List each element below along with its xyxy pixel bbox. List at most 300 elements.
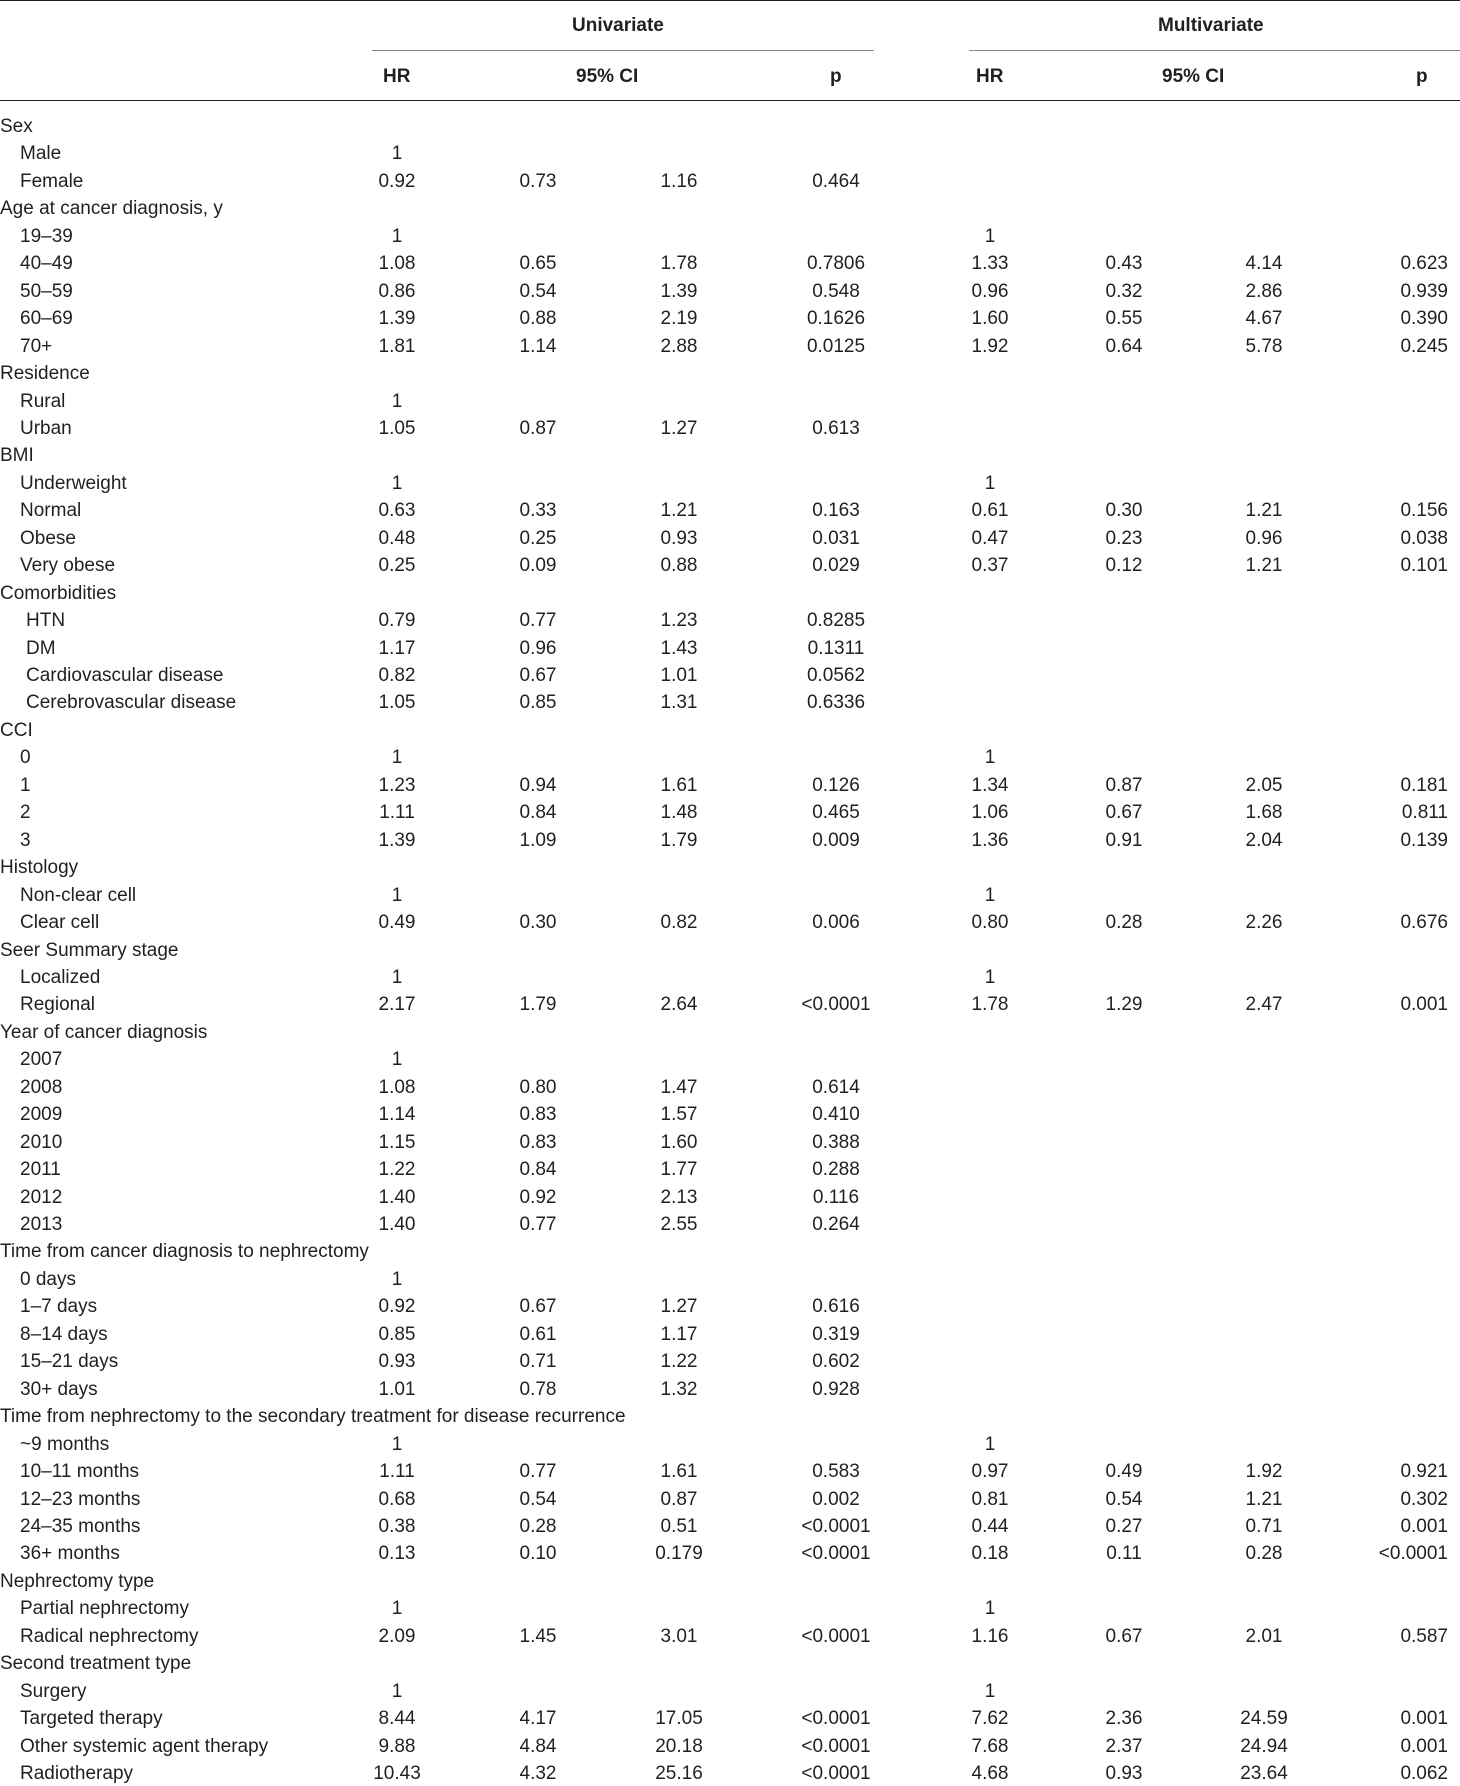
cell-multi-ci-low: 0.64 [1105, 335, 1143, 357]
row-label: Non-clear cell [20, 884, 137, 906]
row-label: Underweight [20, 472, 127, 494]
cell-multi-ci-low: 1.29 [1105, 994, 1143, 1016]
cell-uni-ci-high: 1.17 [660, 1323, 698, 1345]
cell-uni-ci-low: 1.45 [519, 1625, 557, 1647]
cell-uni-hr: 0.38 [378, 1515, 416, 1537]
cell-uni-p: 0.602 [812, 1351, 860, 1373]
cell-uni-p: <0.0001 [801, 1515, 871, 1537]
cell-uni-ci-high: 1.27 [660, 417, 698, 439]
header-bottom-rule [0, 100, 1460, 101]
cell-uni-ci-high: 1.32 [660, 1378, 698, 1400]
cell-multi-ci-high: 2.26 [1245, 912, 1283, 934]
cell-uni-ci-low: 0.10 [519, 1543, 557, 1565]
cell-multi-hr: 1.33 [971, 253, 1009, 275]
cell-uni-p: 0.0125 [806, 335, 866, 357]
row-label: 8–14 days [20, 1323, 108, 1345]
cell-uni-hr: 0.63 [378, 500, 416, 522]
cell-multi-p: 0.001 [1400, 1515, 1448, 1537]
cell-uni-ci-high: 1.48 [660, 802, 698, 824]
cell-uni-ci-low: 0.33 [519, 500, 557, 522]
cell-multi-p: 0.676 [1400, 912, 1448, 934]
row-label: HTN [26, 610, 66, 632]
cell-multi-p: 0.001 [1400, 1735, 1448, 1757]
cell-multi-hr: 0.18 [971, 1543, 1009, 1565]
cell-uni-p: 0.583 [812, 1461, 860, 1483]
cell-uni-p: <0.0001 [801, 1763, 871, 1784]
cell-uni-ci-high: 1.23 [660, 610, 698, 632]
cell-multi-p: 0.062 [1400, 1763, 1448, 1784]
cell-multi-ci-high: 5.78 [1245, 335, 1283, 357]
cell-uni-ci-high: 2.64 [660, 994, 698, 1016]
cell-uni-ci-high: 0.87 [660, 1488, 698, 1510]
cell-uni-p: <0.0001 [801, 1708, 871, 1730]
cell-uni-ci-low: 0.84 [519, 802, 557, 824]
cell-uni-hr: 1.39 [378, 308, 416, 330]
cell-multi-hr: 1.06 [971, 802, 1009, 824]
cell-multi-ci-low: 0.30 [1105, 500, 1143, 522]
row-label: Normal [20, 500, 82, 522]
cell-multi-ci-low: 0.32 [1105, 280, 1143, 302]
cell-multi-ci-high: 4.67 [1245, 308, 1283, 330]
cell-uni-ci-high: 2.88 [660, 335, 698, 357]
cell-multi-ci-high: 2.47 [1245, 994, 1283, 1016]
cell-multi-ci-high: 2.86 [1245, 280, 1283, 302]
cell-multi-hr: 0.97 [971, 1461, 1009, 1483]
cell-uni-ci-low: 0.94 [519, 774, 557, 796]
cell-uni-hr: 0.93 [378, 1351, 416, 1373]
cell-uni-p: 0.1626 [806, 308, 866, 330]
row-label: Clear cell [20, 912, 100, 934]
cell-uni-p: 0.006 [812, 912, 860, 934]
cell-uni-ci-low: 0.88 [519, 308, 557, 330]
cell-uni-hr: 1 [391, 884, 403, 906]
cell-multi-hr: 1 [984, 966, 996, 988]
row-label: 0 [20, 747, 31, 769]
cell-uni-hr: 0.13 [378, 1543, 416, 1565]
cell-uni-hr: 1.01 [378, 1378, 416, 1400]
multivariate-underline [969, 50, 1460, 51]
header-multivariate: Multivariate [1158, 15, 1264, 36]
cell-uni-hr: 0.68 [378, 1488, 416, 1510]
cell-uni-p: 0.1311 [807, 637, 865, 659]
row-label: Radical nephrectomy [20, 1625, 199, 1647]
header-univariate: Univariate [572, 15, 664, 36]
header-multi-hr: HR [976, 66, 1004, 87]
cell-uni-hr: 1 [391, 225, 403, 247]
row-group-label: Seer Summary stage [0, 939, 179, 961]
cell-uni-ci-high: 1.01 [660, 665, 698, 686]
cell-multi-p: 0.139 [1400, 829, 1448, 851]
cell-multi-hr: 1.60 [971, 308, 1009, 330]
cell-uni-hr: 1.05 [378, 692, 416, 714]
cell-multi-p: 0.921 [1400, 1461, 1448, 1483]
cell-multi-p: 0.587 [1400, 1625, 1448, 1647]
cell-uni-hr: 8.44 [378, 1708, 416, 1730]
cell-uni-ci-high: 1.61 [660, 1461, 698, 1483]
cell-uni-ci-high: 2.55 [660, 1214, 698, 1235]
cell-uni-hr: 0.82 [378, 665, 416, 686]
header-uni-p: p [830, 66, 842, 87]
cell-uni-ci-high: 1.21 [660, 500, 698, 522]
cell-multi-ci-low: 0.91 [1105, 829, 1143, 851]
cell-uni-ci-low: 1.79 [519, 994, 557, 1016]
cell-multi-ci-low: 2.37 [1105, 1735, 1143, 1757]
cell-uni-ci-low: 0.67 [519, 665, 557, 686]
row-label: 70+ [20, 335, 53, 357]
row-label: Male [20, 143, 62, 165]
cell-uni-ci-low: 0.83 [519, 1131, 557, 1153]
cell-multi-ci-low: 0.67 [1105, 1625, 1143, 1647]
cell-uni-ci-low: 0.77 [519, 610, 557, 632]
cell-uni-ci-low: 0.73 [519, 170, 557, 192]
row-group-label: Nephrectomy type [0, 1570, 155, 1592]
cell-uni-p: 0.614 [812, 1076, 860, 1098]
cell-uni-p: 0.319 [812, 1323, 860, 1345]
header-multi-p: p [1416, 66, 1428, 87]
cell-uni-ci-high: 1.77 [660, 1159, 698, 1181]
row-group-label: Time from nephrectomy to the secondary treatment for disease recurrence [0, 1406, 626, 1428]
cell-uni-p: 0.465 [812, 802, 860, 824]
cell-uni-ci-high: 2.19 [660, 308, 698, 330]
cell-uni-hr: 0.48 [378, 527, 416, 549]
cell-uni-ci-low: 0.92 [519, 1186, 557, 1208]
cell-uni-ci-low: 4.32 [519, 1763, 557, 1784]
cell-multi-p: 0.302 [1400, 1488, 1448, 1510]
cell-multi-ci-high: 1.68 [1245, 802, 1283, 824]
cell-multi-ci-high: 1.21 [1245, 500, 1283, 522]
cell-multi-p: 0.623 [1400, 253, 1448, 275]
cell-uni-ci-low: 0.25 [519, 527, 557, 549]
cell-uni-p: <0.0001 [801, 1735, 871, 1757]
cell-multi-ci-high: 0.28 [1245, 1543, 1283, 1565]
cell-multi-p: 0.811 [1401, 802, 1448, 824]
cell-uni-p: 0.548 [812, 280, 860, 302]
cell-uni-ci-high: 25.16 [655, 1763, 703, 1784]
row-label: DM [26, 637, 56, 659]
row-label: Surgery [20, 1680, 87, 1702]
cell-uni-hr: 1.05 [378, 417, 416, 439]
cell-uni-p: 0.8285 [806, 610, 866, 632]
cell-uni-p: 0.264 [812, 1214, 860, 1235]
cell-uni-hr: 1.40 [378, 1186, 416, 1208]
row-label: Localized [20, 966, 101, 988]
cell-multi-p: 0.001 [1400, 1708, 1448, 1730]
cell-uni-hr: 9.88 [378, 1735, 416, 1757]
cell-uni-p: <0.0001 [801, 994, 871, 1016]
row-group-label: Year of cancer diagnosis [0, 1021, 208, 1043]
cell-uni-hr: 0.25 [378, 555, 416, 577]
row-label: Female [20, 170, 84, 192]
cell-uni-p: 0.410 [812, 1104, 860, 1126]
cell-multi-hr: 7.62 [971, 1708, 1009, 1730]
row-label: 60–69 [20, 308, 73, 330]
header-multi-ci: 95% CI [1162, 66, 1225, 87]
row-group-label: BMI [0, 445, 34, 467]
header-uni-ci: 95% CI [576, 66, 639, 87]
row-label: 10–11 months [20, 1461, 140, 1483]
cell-uni-p: 0.464 [812, 170, 860, 192]
cell-uni-p: 0.031 [812, 527, 860, 549]
cell-uni-ci-high: 1.43 [660, 637, 698, 659]
cell-multi-p: 0.390 [1400, 308, 1448, 330]
cell-multi-hr: 0.61 [971, 500, 1009, 522]
cell-uni-p: 0.616 [812, 1296, 860, 1318]
cell-uni-ci-high: 1.47 [660, 1076, 698, 1098]
cell-multi-ci-high: 1.21 [1245, 1488, 1283, 1510]
cell-multi-hr: 1.92 [971, 335, 1009, 357]
cell-multi-hr: 0.81 [971, 1488, 1009, 1510]
cell-multi-ci-low: 0.12 [1105, 555, 1143, 577]
cell-multi-hr: 1.34 [971, 774, 1009, 796]
cell-multi-ci-high: 2.04 [1245, 829, 1283, 851]
cell-uni-ci-low: 0.65 [519, 253, 557, 275]
cell-multi-ci-low: 0.54 [1105, 1488, 1143, 1510]
row-label: 2011 [20, 1159, 61, 1181]
cell-multi-ci-high: 2.05 [1245, 774, 1283, 796]
table-top-rule [0, 0, 1460, 1]
cell-uni-ci-low: 0.54 [519, 1488, 557, 1510]
row-group-label: Histology [0, 857, 79, 879]
cell-multi-hr: 1 [984, 884, 996, 906]
cell-uni-hr: 1 [391, 143, 403, 165]
cell-uni-ci-high: 20.18 [655, 1735, 703, 1757]
cell-uni-ci-high: 0.88 [660, 555, 698, 577]
cell-uni-ci-high: 17.05 [655, 1708, 703, 1730]
cell-uni-ci-high: 3.01 [660, 1625, 698, 1647]
cell-multi-hr: 1 [984, 1433, 996, 1455]
row-label: 24–35 months [20, 1515, 141, 1537]
cell-uni-ci-high: 1.16 [660, 170, 698, 192]
cell-multi-hr: 1 [984, 472, 996, 494]
cell-multi-p: 0.245 [1400, 335, 1448, 357]
row-label: 19–39 [20, 225, 73, 247]
cell-multi-hr: 4.68 [971, 1763, 1009, 1784]
cell-multi-ci-high: 0.96 [1245, 527, 1283, 549]
row-label: Cardiovascular disease [26, 665, 224, 686]
cell-uni-ci-high: 1.31 [660, 692, 698, 714]
cell-uni-p: 0.002 [812, 1488, 860, 1510]
cell-multi-hr: 7.68 [971, 1735, 1009, 1757]
cell-multi-ci-low: 0.49 [1105, 1461, 1143, 1483]
cell-uni-ci-low: 0.30 [519, 912, 557, 934]
cell-multi-ci-low: 0.27 [1105, 1515, 1143, 1537]
cell-uni-p: 0.7806 [806, 253, 866, 275]
row-label: 30+ days [20, 1378, 98, 1400]
cell-uni-p: 0.163 [812, 500, 860, 522]
row-label: Rural [20, 390, 66, 412]
cell-uni-ci-high: 1.22 [660, 1351, 698, 1373]
univariate-underline [372, 50, 874, 51]
cell-uni-hr: 1.11 [379, 1461, 415, 1483]
cell-uni-hr: 1.22 [378, 1159, 416, 1181]
cell-uni-hr: 1 [391, 1598, 403, 1620]
row-label: Targeted therapy [20, 1708, 163, 1730]
cell-uni-p: 0.6336 [806, 692, 866, 714]
row-label: Partial nephrectomy [20, 1598, 189, 1620]
cell-multi-ci-low: 0.87 [1105, 774, 1143, 796]
cell-uni-hr: 1.08 [378, 253, 416, 275]
cell-uni-ci-high: 1.61 [660, 774, 698, 796]
row-label: 3 [20, 829, 31, 851]
cell-uni-ci-low: 1.09 [519, 829, 557, 851]
cell-uni-ci-high: 1.57 [660, 1104, 698, 1126]
cell-multi-p: 0.939 [1400, 280, 1448, 302]
row-group-label: Residence [0, 363, 90, 385]
cell-uni-hr: 1.08 [378, 1076, 416, 1098]
cell-uni-hr: 1.15 [378, 1131, 416, 1153]
cell-uni-hr: 1 [391, 390, 403, 412]
cell-uni-ci-low: 4.84 [519, 1735, 557, 1757]
row-label: 50–59 [20, 280, 73, 302]
row-label: 12–23 months [20, 1488, 141, 1510]
cell-uni-ci-low: 0.54 [519, 280, 557, 302]
cell-uni-ci-low: 0.84 [519, 1159, 557, 1181]
cell-multi-ci-high: 4.14 [1245, 253, 1283, 275]
row-group-label: CCI [0, 719, 33, 741]
row-label: 2012 [20, 1186, 63, 1208]
cell-uni-hr: 1 [391, 747, 403, 769]
row-label: ~9 months [20, 1433, 110, 1455]
cell-multi-p: <0.0001 [1378, 1543, 1448, 1565]
row-label: 40–49 [20, 253, 73, 275]
cell-multi-p: 0.001 [1400, 994, 1448, 1016]
row-label: Obese [20, 527, 76, 549]
cell-uni-hr: 1 [391, 1049, 403, 1071]
cell-uni-hr: 0.86 [378, 280, 416, 302]
cell-multi-hr: 1 [984, 747, 996, 769]
cell-uni-ci-low: 1.14 [519, 335, 557, 357]
cell-multi-hr: 1 [984, 1598, 996, 1620]
cell-uni-hr: 1.17 [378, 637, 416, 659]
cell-multi-hr: 0.96 [971, 280, 1009, 302]
row-group-label: Time from cancer diagnosis to nephrectomy [0, 1241, 369, 1263]
row-label: Very obese [20, 555, 116, 577]
cell-uni-hr: 1.11 [379, 802, 415, 824]
row-label: 36+ months [20, 1543, 120, 1565]
cell-uni-hr: 1 [391, 472, 403, 494]
cell-uni-hr: 2.17 [378, 994, 416, 1016]
cell-uni-ci-high: 1.78 [660, 253, 698, 275]
cell-uni-hr: 1.81 [378, 335, 416, 357]
cell-multi-ci-low: 0.93 [1105, 1763, 1143, 1784]
row-group-label: Second treatment type [0, 1653, 192, 1675]
row-group-label: Comorbidities [0, 582, 117, 604]
cell-uni-ci-low: 0.67 [519, 1296, 557, 1318]
cell-uni-p: <0.0001 [801, 1625, 871, 1647]
cell-uni-ci-high: 0.93 [660, 527, 698, 549]
cell-uni-p: 0.388 [812, 1131, 860, 1153]
cell-uni-hr: 1.23 [378, 774, 416, 796]
cell-multi-ci-low: 0.11 [1106, 1543, 1142, 1565]
cell-uni-p: 0.0562 [806, 665, 866, 686]
cell-uni-hr: 1.40 [378, 1214, 416, 1235]
cell-uni-ci-low: 0.80 [519, 1076, 557, 1098]
row-label: 15–21 days [20, 1351, 119, 1373]
cell-uni-hr: 10.43 [373, 1763, 421, 1784]
cell-uni-ci-low: 0.87 [519, 417, 557, 439]
cell-multi-ci-high: 24.59 [1240, 1708, 1288, 1730]
row-label: 0 days [20, 1268, 76, 1290]
row-label: 2013 [20, 1214, 63, 1235]
cell-uni-hr: 0.79 [378, 610, 416, 632]
cell-uni-ci-high: 1.39 [660, 280, 698, 302]
cell-uni-hr: 1.39 [378, 829, 416, 851]
row-label: Cerebrovascular disease [26, 692, 237, 714]
cell-uni-ci-low: 0.28 [519, 1515, 557, 1537]
cell-multi-hr: 0.80 [971, 912, 1009, 934]
row-label: 2009 [20, 1104, 63, 1126]
cell-uni-hr: 0.85 [378, 1323, 416, 1345]
cell-multi-ci-low: 2.36 [1105, 1708, 1143, 1730]
cell-multi-ci-low: 0.55 [1105, 308, 1143, 330]
row-label: Urban [20, 417, 72, 439]
cell-multi-ci-high: 1.92 [1245, 1461, 1283, 1483]
header-uni-hr: HR [383, 66, 411, 87]
cell-uni-p: 0.029 [812, 555, 860, 577]
cell-uni-ci-low: 0.61 [519, 1323, 557, 1345]
row-label: 2007 [20, 1049, 63, 1071]
cell-multi-ci-high: 24.94 [1240, 1735, 1288, 1757]
row-label: Other systemic agent therapy [20, 1735, 269, 1757]
row-label: 2008 [20, 1076, 63, 1098]
row-group-label: Age at cancer diagnosis, y [0, 198, 223, 220]
cell-multi-hr: 0.44 [971, 1515, 1009, 1537]
row-label: 2010 [20, 1131, 63, 1153]
cell-uni-hr: 1.14 [378, 1104, 416, 1126]
cell-uni-hr: 2.09 [378, 1625, 416, 1647]
cell-multi-p: 0.038 [1400, 527, 1448, 549]
cell-uni-ci-high: 2.13 [660, 1186, 698, 1208]
cell-uni-ci-low: 0.78 [519, 1378, 557, 1400]
cell-multi-ci-low: 0.28 [1105, 912, 1143, 934]
cell-multi-ci-high: 23.64 [1240, 1763, 1288, 1784]
cell-uni-hr: 1 [391, 1268, 403, 1290]
cell-uni-p: 0.116 [812, 1186, 860, 1208]
cell-multi-hr: 1 [984, 1680, 996, 1702]
cell-multi-ci-high: 0.71 [1245, 1515, 1283, 1537]
cell-multi-p: 0.101 [1400, 555, 1448, 577]
cell-uni-hr: 0.92 [378, 170, 416, 192]
cell-uni-ci-low: 4.17 [519, 1708, 557, 1730]
cell-uni-hr: 0.49 [378, 912, 416, 934]
row-group-label: Sex [0, 116, 33, 137]
cell-uni-ci-low: 0.71 [519, 1351, 557, 1373]
cell-uni-ci-low: 0.96 [519, 637, 557, 659]
cell-uni-p: 0.613 [812, 417, 860, 439]
cell-multi-hr: 1.78 [971, 994, 1009, 1016]
cell-uni-hr: 1 [391, 966, 403, 988]
cell-uni-ci-low: 0.83 [519, 1104, 557, 1126]
cell-uni-ci-low: 0.77 [519, 1214, 557, 1235]
cell-uni-ci-high: 0.82 [660, 912, 698, 934]
row-label: 1–7 days [20, 1296, 98, 1318]
cell-multi-ci-high: 2.01 [1245, 1625, 1283, 1647]
cell-multi-ci-low: 0.23 [1105, 527, 1143, 549]
cell-multi-ci-low: 0.43 [1105, 253, 1143, 275]
cell-uni-p: 0.288 [812, 1159, 860, 1181]
cell-uni-ci-high: 1.79 [660, 829, 698, 851]
cell-uni-ci-high: 0.51 [660, 1515, 698, 1537]
cell-multi-p: 0.181 [1400, 774, 1448, 796]
row-label: 2 [20, 802, 31, 824]
cell-uni-ci-high: 1.60 [660, 1131, 698, 1153]
cell-multi-ci-high: 1.21 [1245, 555, 1283, 577]
cell-uni-p: <0.0001 [801, 1543, 871, 1565]
cell-uni-hr: 1 [391, 1680, 403, 1702]
cell-uni-ci-high: 0.179 [655, 1543, 703, 1565]
cell-uni-hr: 0.92 [378, 1296, 416, 1318]
cell-multi-hr: 1 [984, 225, 996, 247]
